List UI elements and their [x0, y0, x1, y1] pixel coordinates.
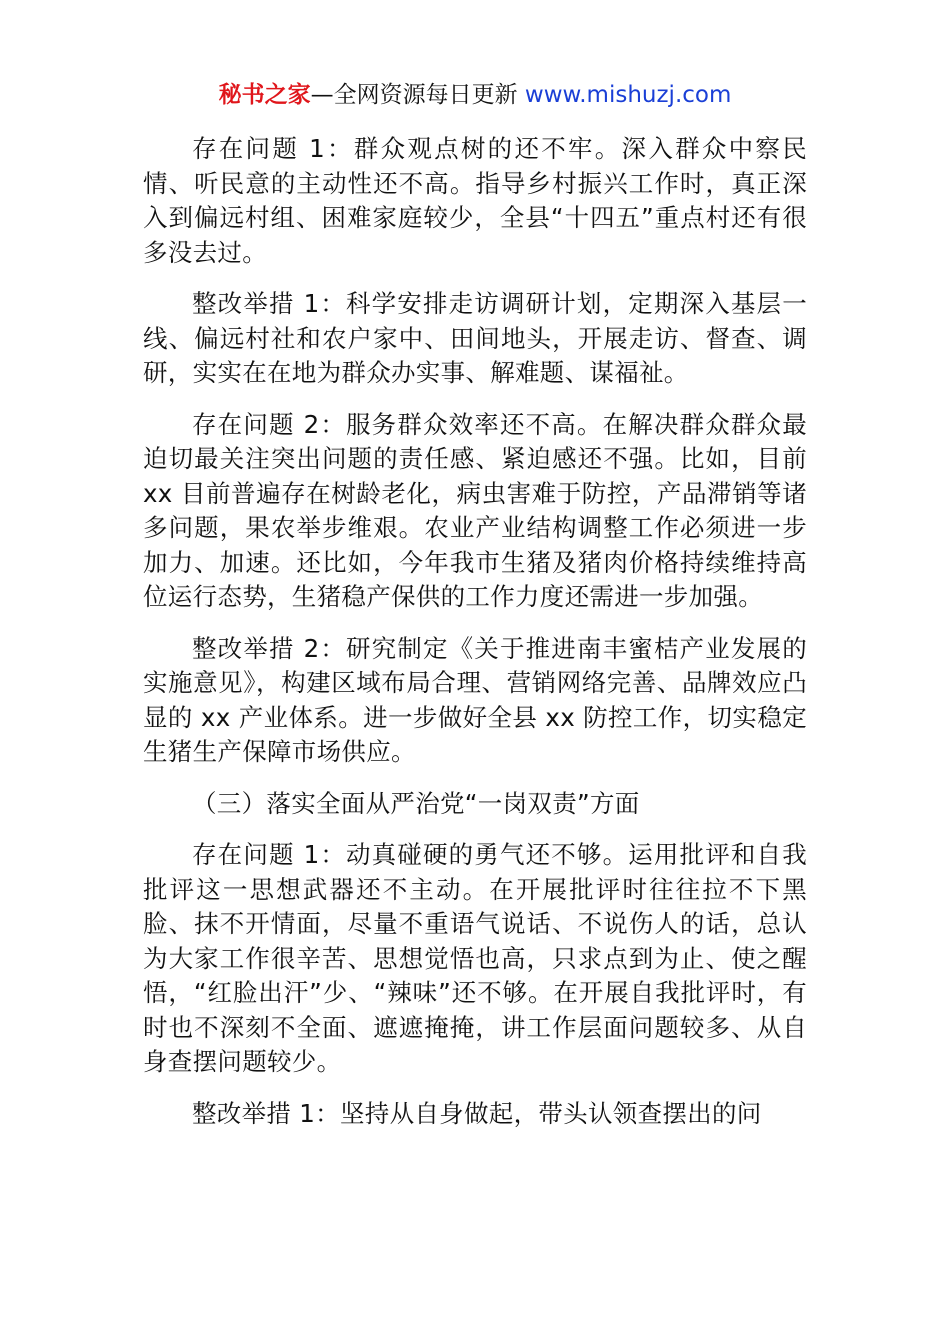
document-body [143, 132, 807, 1148]
paragraph-problem-1: 存在问题 1：群众观点树的还不牢。深入群众中察民情、听民意的主动性还不高。指导乡村振兴工作时，真正深入到偏远村组、困难家庭较少，全县“十四五”重点村还有很多没去过。 [143, 134, 807, 267]
site-header [0, 78, 950, 112]
paragraph-measure-1: 整改举措 1：科学安排走访调研计划，定期深入基层一线、偏远村社和农户家中、田间地头，开展走访、督查、调研，实实在在地为群众办实事、解难题、谋福祉。 [143, 289, 807, 387]
brand-name: 秘书之家 [218, 82, 311, 108]
section-heading-3: （三）落实全面从严治党“一岗双责”方面 [192, 788, 640, 818]
paragraph-measure-2: 整改举措 2：研究制定《关于推进南丰蜜桔产业发展的实施意见》，构建区域布局合理、营销网络完善、品牌效应凸显的 xx 产业体系。进一步做好全县 xx 防控工作，切实稳定生猪生产保障市场供应。 [143, 633, 807, 766]
paragraph-problem-2: 存在问题 2：服务群众效率还不高。在解决群众群众最迫切最关注突出问题的责任感、紧迫感还不强。比如，目前 xx 目前普遍存在树龄老化，病虫害难于防控，产品滞销等诸多问题，果农举步维艰。农业产业结构调整工作必须进一步加力、加速。还比如，今年我市生猪及猪肉价格持续维持高位运行态势，生猪稳产保供的工作力度还需进一步加强。 [143, 409, 807, 611]
paragraph-section3-measure-1: 整改举措 1：坚持从自身做起，带头认领查摆出的问 [192, 1098, 762, 1128]
header-tagline: —全网资源每日更新 [310, 82, 518, 108]
site-url-link[interactable]: www.mishuzj.com [524, 82, 732, 108]
paragraph-section3-problem-1: 存在问题 1：动真碰硬的勇气还不够。运用批评和自我批评这一思想武器还不主动。在开展批评时往往拉不下黑脸、抹不开情面，尽量不重语气说话、不说伤人的话，总认为大家工作很辛苦、思想觉悟也高，只求点到为止、使之醒悟，“红脸出汗”少、“辣味”还不够。在开展自我批评时，有时也不深刻不全面、遮遮掩掩，讲工作层面问题较多、从自身查摆问题较少。 [143, 840, 807, 1076]
